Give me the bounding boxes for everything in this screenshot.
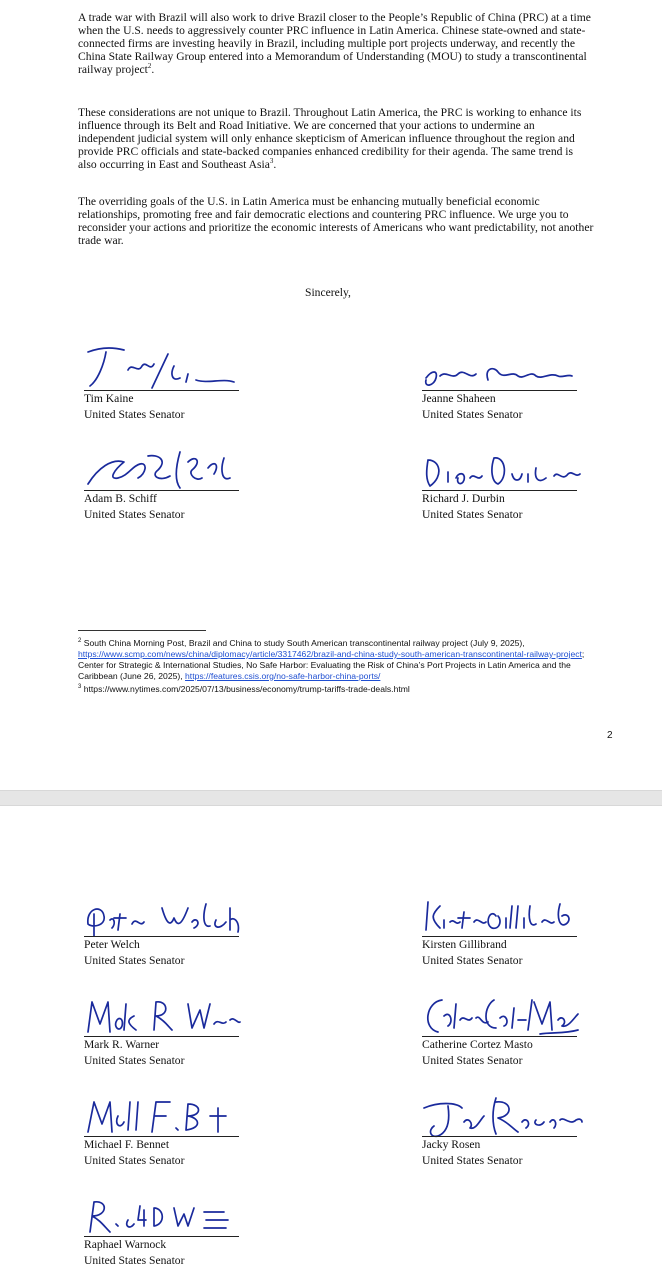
signer-name: Tim Kaine — [84, 392, 134, 405]
signature-line — [84, 1036, 239, 1037]
signer-title: United States Senator — [84, 408, 185, 421]
signer-name: Adam B. Schiff — [84, 492, 157, 505]
signer-name: Catherine Cortez Masto — [422, 1038, 533, 1051]
signer-title: United States Senator — [422, 954, 523, 967]
footnote-2: $^2$ South China Morning Post, Brazil and China to study South American transcontinental railway project (July 9, 2025), https://www.scmp.com/news/china/diplomacy/article/3317462/brazil-and-china-study-south-american-transcontinental-railway-project; Center for Strategic & International Studies, No Safe Harbor: Evaluating the Risk of China’s Port Projects in Latin America and the Caribbean (June 26, 2025), https://features.csis.org/no-safe-harbor-china-ports/ — [78, 637, 585, 681]
signer-title: United States Senator — [84, 508, 185, 521]
signer-name: Richard J. Durbin — [422, 492, 505, 505]
signature-rosen-handwriting — [422, 1094, 582, 1142]
signature-bennet-handwriting — [84, 1094, 244, 1142]
signature-schiff-handwriting — [84, 448, 244, 496]
signer-title: United States Senator — [422, 1154, 523, 1167]
signer-title: United States Senator — [84, 954, 185, 967]
signature-line — [84, 490, 239, 491]
signer-title: United States Senator — [422, 508, 523, 521]
closing-salutation: Sincerely, — [305, 286, 351, 299]
signature-line — [84, 936, 239, 937]
footnote-ref-2: 2 — [147, 61, 152, 70]
signer-name: Kirsten Gillibrand — [422, 938, 507, 951]
paragraph-overriding-goals: The overriding goals of the U.S. in Latin America must be enhancing mutually beneficial economic relationships, promoting free and fair democratic elections and countering PRC influence. We urge you to reconsider your actions and prioritize the economic interests of Americans who want predictability, not another trade war. — [78, 195, 594, 247]
signature-line — [422, 936, 577, 937]
paragraph-latin-america: These considerations are not unique to Brazil. Throughout Latin America, the PRC is working to enhance its influence through its Belt and Road Initiative. We are concerned that your actions to undermine an independent judicial system will only enhance skepticism of American influence throughout the region and provide PRC officials and state-backed companies enhanced credibility for their agenda. The same trend is also occurring in East and Southeast Asia$^3$. — [78, 106, 582, 171]
signature-line — [84, 1136, 239, 1137]
page-number: 2 — [607, 730, 613, 741]
signer-title: United States Senator — [422, 1054, 523, 1067]
signer-title: United States Senator — [84, 1054, 185, 1067]
signature-welch-handwriting — [84, 894, 244, 942]
letter-page-2 — [0, 806, 662, 1280]
signature-durbin-handwriting — [422, 448, 582, 496]
signature-cortez-masto-handwriting — [422, 994, 582, 1042]
page-separator — [0, 790, 662, 806]
signer-name: Jacky Rosen — [422, 1138, 481, 1151]
footnote-divider — [78, 630, 206, 631]
signer-name: Raphael Warnock — [84, 1238, 167, 1251]
signer-title: United States Senator — [84, 1154, 185, 1167]
signature-line — [422, 490, 577, 491]
signature-line — [422, 1136, 577, 1137]
signature-line — [422, 1036, 577, 1037]
signature-warnock-handwriting — [84, 1194, 244, 1242]
signature-line — [422, 390, 577, 391]
signer-name: Michael F. Bennet — [84, 1138, 170, 1151]
signer-title: United States Senator — [84, 1254, 185, 1267]
signature-line — [84, 1236, 239, 1237]
footnote-ref-3: 3 — [269, 156, 274, 165]
signature-line — [84, 390, 239, 391]
signature-kaine-handwriting — [84, 348, 244, 396]
signer-name: Peter Welch — [84, 938, 140, 951]
signer-name: Jeanne Shaheen — [422, 392, 496, 405]
signer-name: Mark R. Warner — [84, 1038, 160, 1051]
signer-title: United States Senator — [422, 408, 523, 421]
footnote-link-scmp[interactable]: https://www.scmp.com/news/china/diplomacy/article/3317462/brazil-and-china-study-south-american-transcontinental-railway-project — [78, 648, 582, 659]
paragraph-trade-war: A trade war with Brazil will also work to drive Brazil closer to the People’s Republic of China (PRC) at a time when the U.S. needs to aggressively counter PRC influence in Latin America. Chinese state-owned and state-connected firms are investing heavily in Brazil, including multiple port projects underway, and recently the China State Railway Group entered into a Memorandum of Understanding (MOU) to study a transcontinental railway project$^2$. — [78, 11, 591, 76]
signature-gillibrand-handwriting — [422, 894, 582, 942]
footnote-link-csis[interactable]: https://features.csis.org/no-safe-harbor-china-ports/ — [185, 670, 381, 681]
footnotes — [78, 636, 590, 695]
signature-shaheen-handwriting — [422, 348, 582, 396]
footnote-3: $^3$ https://www.nytimes.com/2025/07/13/business/economy/trump-tariffs-trade-deals.html — [78, 683, 410, 694]
signature-warner-handwriting — [84, 994, 244, 1042]
